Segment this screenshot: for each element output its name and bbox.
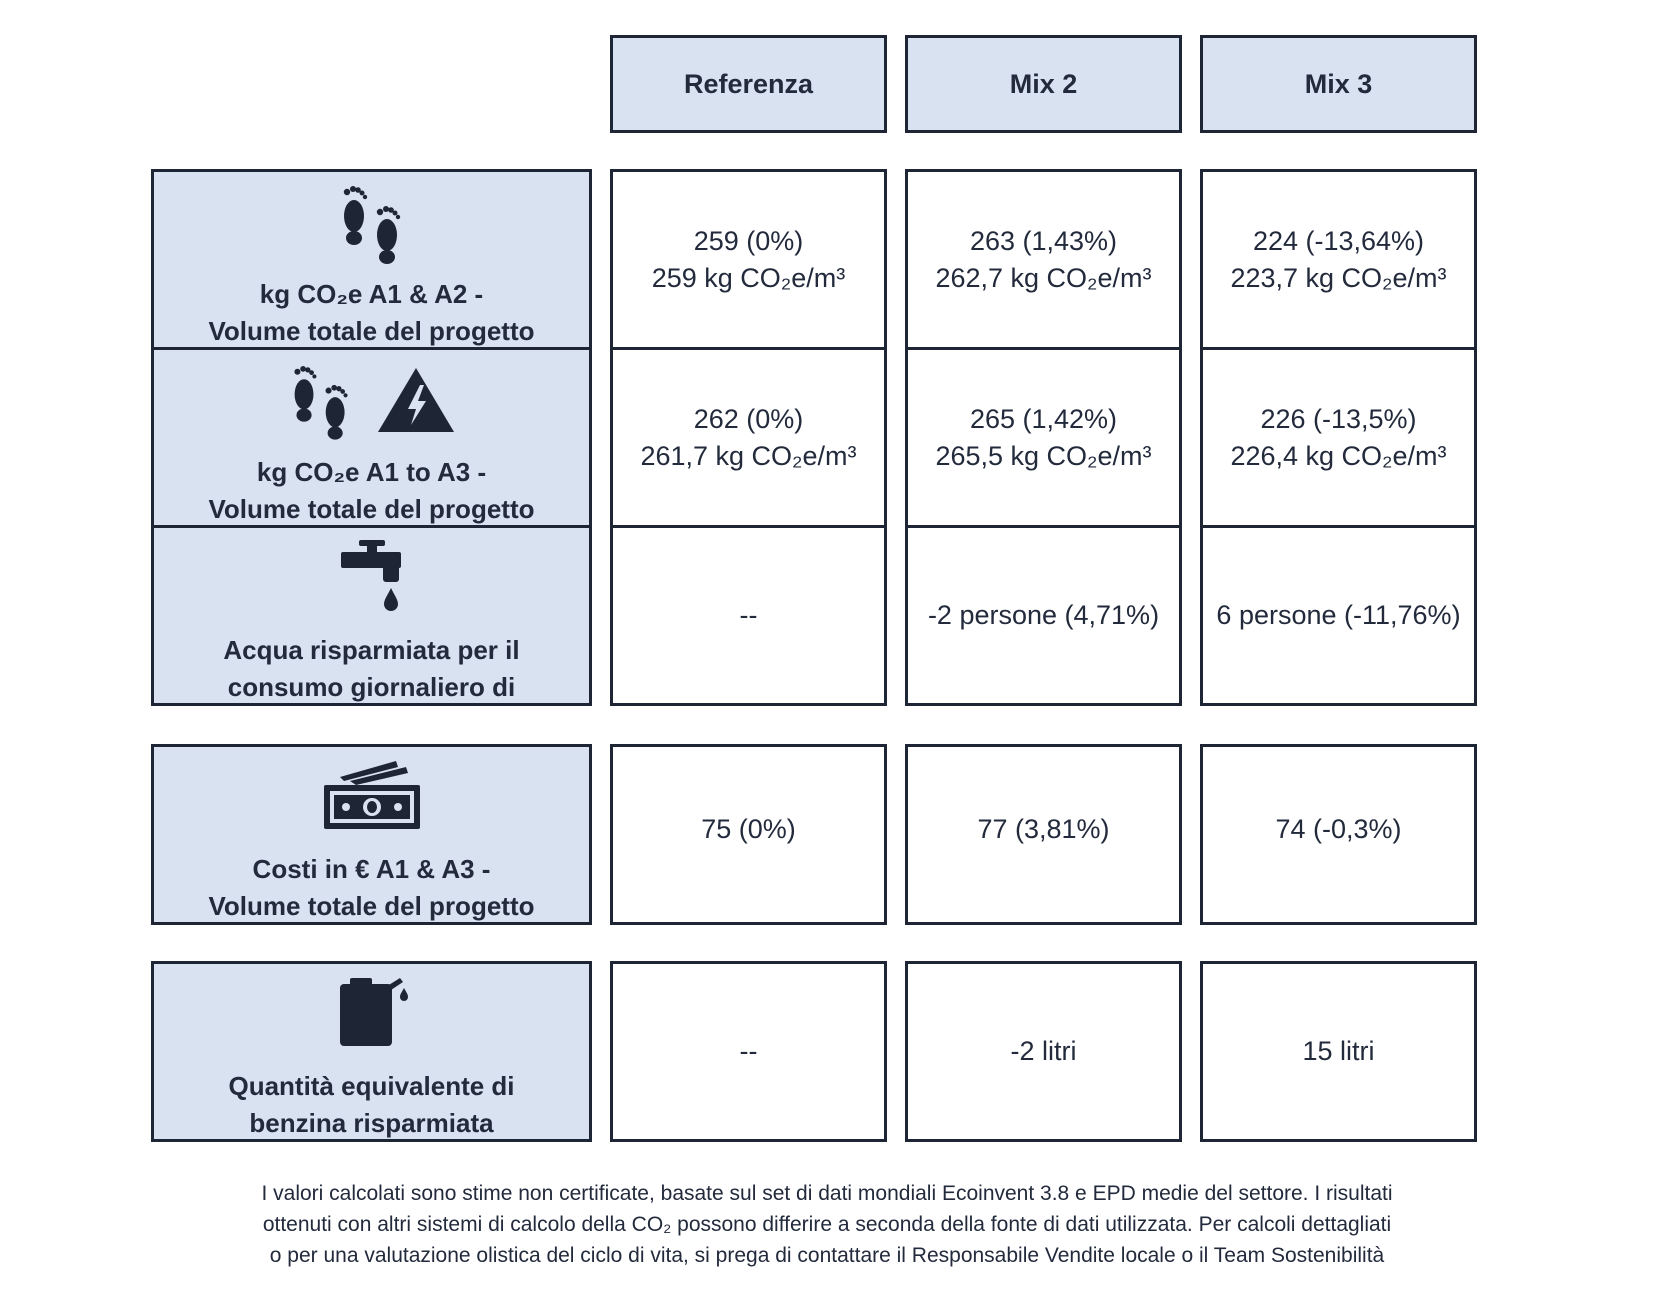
cell-referenza-co2-a1-a3 [610, 347, 887, 528]
cell-value-per-m3: 265,5 kg CO₂e/m³ [935, 440, 1152, 471]
cell-value: 224 (-13,64%) [1252, 225, 1425, 256]
column-header-label: Referenza [683, 68, 814, 99]
cell-value: -2 persone (4,71%) [927, 600, 1160, 630]
row-label-line: Volume totale del progetto [208, 316, 535, 346]
row-label-line: kg CO₂e A1 to A3 - [256, 457, 487, 487]
footprints-icon [288, 358, 354, 442]
row-label-costs [151, 744, 592, 925]
footer-disclaimer [100, 1178, 1554, 1271]
cell-referenza-water [610, 525, 887, 706]
cell-mix2-fuel [905, 961, 1182, 1142]
column-header-label: Mix 3 [1304, 68, 1373, 99]
cell-value: 262 (0%) [693, 403, 804, 434]
row-label-line: consumo giornaliero di [227, 672, 516, 702]
column-header-mix-2 [905, 35, 1182, 133]
cell-value-per-m3: 223,7 kg CO₂e/m³ [1230, 262, 1447, 293]
cell-mix3-costs [1200, 744, 1477, 925]
cell-mix2-costs [905, 744, 1182, 925]
water-tap-icon [154, 538, 589, 618]
footprints-electricity-icon [154, 358, 589, 442]
cell-referenza-costs [610, 744, 887, 925]
cell-mix3-fuel [1200, 961, 1477, 1142]
cell-value: 6 persone (-11,76%) [1216, 600, 1461, 630]
cell-value: 226 (-13,5%) [1260, 403, 1417, 434]
cell-value: 259 (0%) [693, 225, 804, 256]
cell-value: 265 (1,42%) [969, 403, 1118, 434]
row-label-line: kg CO₂e A1 & A2 - [259, 279, 484, 309]
cell-mix3-co2-a1-a3 [1200, 347, 1477, 528]
row-label-line: Quantità equivalente di [228, 1071, 515, 1101]
footprints-icon [154, 180, 589, 264]
row-label-line: Volume totale del progetto [208, 494, 535, 524]
footer-line: I valori calcolati sono stime non certificate, basate sul set di dati mondiali Ecoinvent 3.8 e EPD medie del settore. I risultati [261, 1182, 1393, 1205]
footer-line: ottenuti con altri sistemi di calcolo della CO₂ possono differire a seconda della fonte di dati utilizzata. Per calcoli dettagliati [262, 1213, 1392, 1236]
money-icon [154, 755, 589, 831]
cell-value: -2 litri [1010, 1036, 1077, 1066]
row-label-co2-a1-a2 [151, 169, 592, 350]
column-header-referenza [610, 35, 887, 133]
row-label-line: Acqua risparmiata per il [223, 635, 520, 665]
row-label-fuel [151, 961, 592, 1142]
cell-mix3-co2-a1-a2 [1200, 169, 1477, 350]
cell-referenza-fuel [610, 961, 887, 1142]
cell-mix2-co2-a1-a2 [905, 169, 1182, 350]
cell-value: 15 litri [1302, 1036, 1375, 1066]
cell-value-per-m3: 226,4 kg CO₂e/m³ [1230, 440, 1447, 471]
cell-value: 75 (0%) [701, 814, 796, 844]
cell-value-per-m3: 262,7 kg CO₂e/m³ [935, 262, 1152, 293]
cell-value: -- [739, 1036, 758, 1066]
cell-value: 74 (-0,3%) [1275, 814, 1402, 844]
electricity-warning-icon [376, 365, 456, 435]
fuel-canister-icon [154, 972, 589, 1048]
footer-line: o per una valutazione olistica del ciclo di vita, si prega di contattare il Responsabile Vendite locale o il Team Sostenibilità [269, 1244, 1385, 1267]
row-label-water [151, 525, 592, 706]
cell-value-per-m3: 261,7 kg CO₂e/m³ [640, 440, 857, 471]
cell-value: 263 (1,43%) [969, 225, 1118, 256]
cell-referenza-co2-a1-a2 [610, 169, 887, 350]
row-label-line: Costi in € A1 & A3 - [252, 854, 491, 884]
row-label-line: Volume totale del progetto [208, 891, 535, 921]
cell-mix2-co2-a1-a3 [905, 347, 1182, 528]
cell-mix3-water [1200, 525, 1477, 706]
cell-value: 77 (3,81%) [977, 814, 1110, 844]
row-label-co2-a1-a3 [151, 347, 592, 528]
cell-mix2-water [905, 525, 1182, 706]
cell-value-per-m3: 259 kg CO₂e/m³ [651, 262, 846, 293]
column-header-label: Mix 2 [1009, 68, 1078, 99]
row-label-line: benzina risparmiata [249, 1108, 494, 1138]
column-header-mix-3 [1200, 35, 1477, 133]
cell-value: -- [739, 600, 758, 630]
